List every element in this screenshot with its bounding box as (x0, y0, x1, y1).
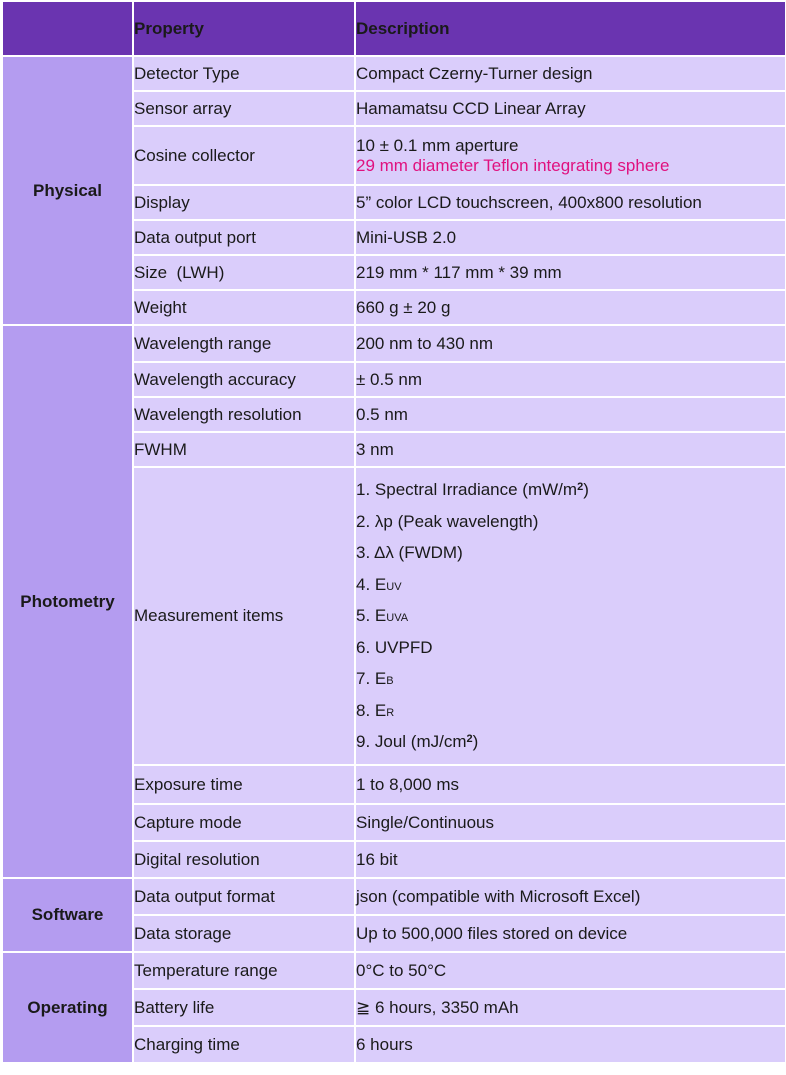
measurement-list (355, 467, 786, 765)
description-cell: ≧ 6 hours, 3350 mAh (355, 989, 786, 1026)
description-cell: 5” color LCD touchscreen, 400x800 resolution (355, 185, 786, 220)
property-cell: Data output port (133, 220, 355, 255)
table-row (2, 952, 786, 989)
property-cell: Wavelength range (133, 325, 355, 362)
header-description: Description (355, 1, 786, 56)
category-physical: Physical (2, 56, 133, 325)
list-item: 9. Joul $(mJ/cm^2)$ (356, 732, 479, 752)
description-cell (355, 126, 786, 185)
description-line: 10 ± 0.1 mm aperture (356, 135, 519, 155)
description-line-highlight: 29 mm diameter Teflon integrating sphere (356, 155, 670, 175)
property-cell: FWHM (133, 432, 355, 467)
property-cell: Weight (133, 290, 355, 325)
header-corner (2, 1, 133, 56)
list-item: 8. ER (356, 700, 395, 720)
spec-table (1, 0, 786, 1064)
description-cell: Up to 500,000 files stored on device (355, 915, 786, 952)
description-cell: Compact Czerny-Turner design (355, 56, 786, 91)
property-cell: Wavelength accuracy (133, 362, 355, 397)
table-row (2, 325, 786, 362)
property-cell: Measurement items (133, 467, 355, 765)
description-cell: 0°C to 50°C (355, 952, 786, 989)
property-cell: Battery life (133, 989, 355, 1026)
list-item: 2. λp (Peak wavelength) (356, 511, 539, 531)
list-item: 4. EUV (356, 574, 402, 594)
list-item: 5. EUVA (356, 606, 409, 626)
list-item: 1. Spectral Irradiance $(mW/m^2)$ (356, 480, 589, 500)
category-software: Software (2, 878, 133, 952)
description-cell: 3 nm (355, 432, 786, 467)
category-photometry: Photometry (2, 325, 133, 878)
property-cell: Display (133, 185, 355, 220)
description-cell: Mini-USB 2.0 (355, 220, 786, 255)
property-cell: Digital resolution (133, 841, 355, 878)
property-cell: Exposure time (133, 765, 355, 804)
header-property: Property (133, 1, 355, 56)
description-cell: 0.5 nm (355, 397, 786, 432)
property-cell: Capture mode (133, 804, 355, 841)
table-row (2, 56, 786, 91)
property-cell: Detector Type (133, 56, 355, 91)
description-cell-highlight: 200 nm to 430 nm (355, 325, 786, 362)
property-cell: Charging time (133, 1026, 355, 1063)
header-row (2, 1, 786, 56)
property-cell: Wavelength resolution (133, 397, 355, 432)
property-cell: Temperature range (133, 952, 355, 989)
category-operating: Operating (2, 952, 133, 1063)
list-item: 3. Δλ (FWDM) (356, 543, 463, 563)
list-item: 7. EB (356, 669, 394, 689)
description-cell: Hamamatsu CCD Linear Array (355, 91, 786, 126)
description-cell: 1 to 8,000 ms (355, 765, 786, 804)
property-cell: Size (LWH) (133, 255, 355, 290)
description-cell: ± 0.5 nm (355, 362, 786, 397)
property-cell: Data storage (133, 915, 355, 952)
description-cell: 6 hours (355, 1026, 786, 1063)
list-item: 6. UVPFD (356, 637, 433, 657)
property-cell: Cosine collector (133, 126, 355, 185)
description-cell: 219 mm * 117 mm * 39 mm (355, 255, 786, 290)
table-row (2, 878, 786, 915)
description-cell: 16 bit (355, 841, 786, 878)
description-cell: Single/Continuous (355, 804, 786, 841)
property-cell: Sensor array (133, 91, 355, 126)
description-cell: json (compatible with Microsoft Excel) (355, 878, 786, 915)
description-cell: 660 g ± 20 g (355, 290, 786, 325)
property-cell: Data output format (133, 878, 355, 915)
